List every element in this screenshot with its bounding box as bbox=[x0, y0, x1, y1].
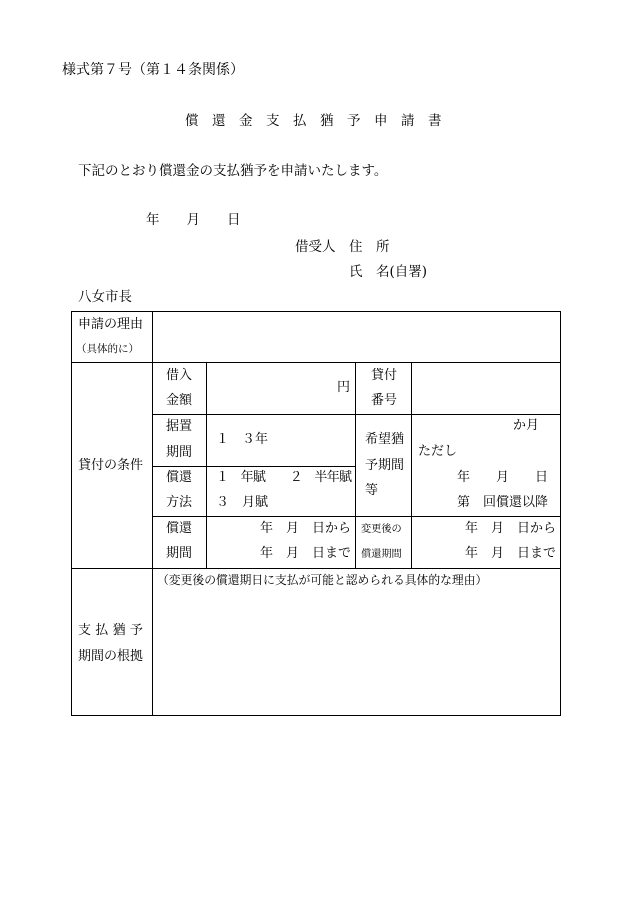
borrower-address-label: 借受人 住 所 bbox=[295, 239, 390, 255]
repayment-method-field bbox=[207, 467, 355, 516]
deferment-date: 年 月 日 bbox=[457, 470, 549, 485]
reason-label-cell bbox=[72, 312, 152, 362]
deferment-installment: 第 回償還以降 bbox=[457, 495, 549, 510]
loan-amount-label-cell bbox=[153, 363, 206, 414]
form-title: 償 還 金 支 払 猶 予 申 請 書 bbox=[185, 113, 442, 129]
grace-period-options: １ ３年 bbox=[216, 432, 269, 447]
loan-amount-field bbox=[207, 363, 355, 414]
loan-number-label-2: 番号 bbox=[371, 393, 398, 408]
revised-period-label-cell bbox=[356, 517, 411, 568]
repayment-method-label-cell bbox=[153, 467, 206, 516]
deferment-basis-label-cell bbox=[72, 569, 152, 715]
repayment-period-field bbox=[207, 517, 355, 568]
yen-unit: 円 bbox=[336, 380, 350, 395]
application-date: 年 月 日 bbox=[146, 212, 241, 228]
repayment-method-option-1: １ 年賦 ２ 半年賦 bbox=[216, 470, 352, 485]
application-table bbox=[71, 311, 561, 716]
repayment-period-to: 年 月 日まで bbox=[259, 546, 351, 561]
addressee: 八女市長 bbox=[78, 289, 132, 305]
deferment-proviso: ただし bbox=[418, 444, 458, 459]
grace-period-label-2: 期間 bbox=[166, 445, 193, 460]
grace-period-field bbox=[207, 415, 355, 466]
desired-deferment-label-3: 等 bbox=[365, 483, 379, 498]
deferment-months: か月 bbox=[513, 418, 540, 433]
desired-deferment-label-2: 予期間 bbox=[365, 458, 405, 473]
loan-number-label-cell bbox=[356, 363, 411, 414]
grace-period-label-1: 据置 bbox=[166, 419, 193, 434]
repayment-period-from: 年 月 日から bbox=[259, 521, 351, 536]
grace-period-label-cell bbox=[153, 415, 206, 466]
deferment-basis-label-1: 支払猶予 bbox=[78, 623, 148, 638]
revised-period-label-2: 償還期間 bbox=[361, 549, 402, 560]
revised-period-to: 年 月 日まで bbox=[464, 546, 556, 561]
reason-label: 申請の理由 bbox=[78, 317, 144, 332]
deferment-basis-field bbox=[153, 569, 560, 715]
desired-deferment-field bbox=[412, 415, 560, 516]
loan-amount-label-2: 金額 bbox=[166, 393, 193, 408]
repayment-period-label-2: 期間 bbox=[166, 546, 193, 561]
borrower-name-label: 氏 名(自署) bbox=[349, 264, 428, 280]
loan-conditions-label-cell bbox=[72, 363, 152, 568]
repayment-method-label-1: 償還 bbox=[166, 470, 193, 485]
form-number: 様式第７号（第１４条関係） bbox=[62, 62, 244, 78]
deferment-basis-hint: （変更後の償還期日に支払が可能と認められる具体的な理由） bbox=[157, 573, 488, 587]
revised-period-from: 年 月 日から bbox=[464, 521, 556, 536]
reason-field bbox=[153, 312, 560, 362]
repayment-period-label-cell bbox=[153, 517, 206, 568]
repayment-method-label-2: 方法 bbox=[166, 495, 193, 510]
desired-deferment-label-cell bbox=[356, 415, 411, 516]
revised-period-field bbox=[412, 517, 560, 568]
loan-conditions-label: 貸付の条件 bbox=[78, 458, 144, 473]
intro-text: 下記のとおり償還金の支払猶予を申請いたします。 bbox=[78, 163, 388, 179]
desired-deferment-label-1: 希望猶 bbox=[365, 432, 405, 447]
loan-number-field bbox=[412, 363, 560, 414]
repayment-period-label-1: 償還 bbox=[166, 521, 193, 536]
loan-amount-label-1: 借入 bbox=[166, 368, 193, 383]
revised-period-label-1: 変更後の bbox=[361, 524, 402, 535]
reason-sublabel: （具体的に） bbox=[76, 343, 139, 355]
repayment-method-option-2: ３ 月賦 bbox=[216, 495, 269, 510]
deferment-basis-label-2: 期間の根拠 bbox=[78, 649, 144, 664]
loan-number-label-1: 貸付 bbox=[371, 368, 398, 383]
